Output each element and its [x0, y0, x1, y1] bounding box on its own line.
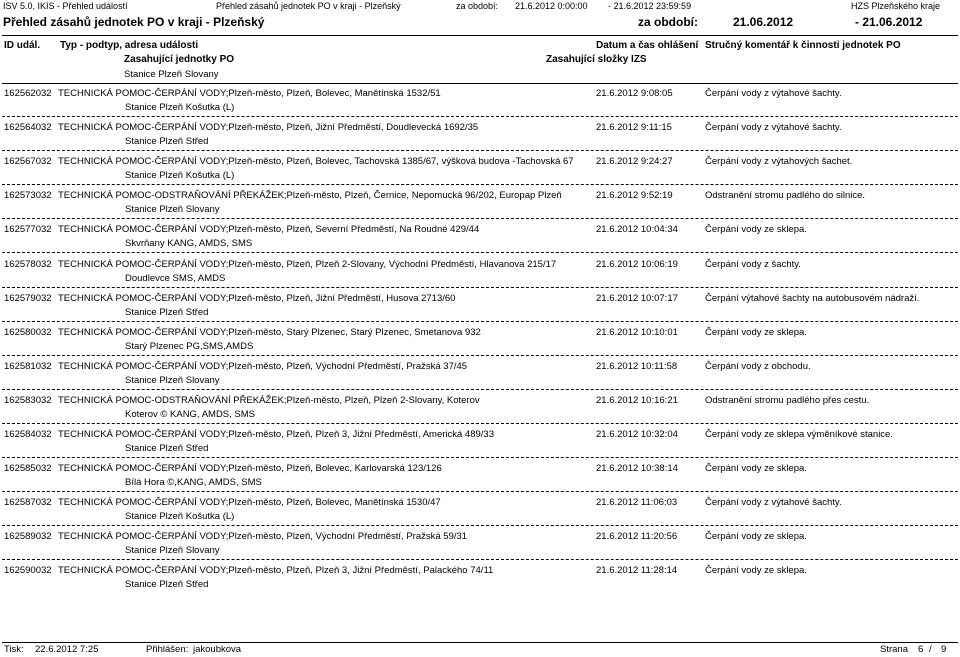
report-time: 21.6.2012 10:07:17: [596, 293, 678, 304]
record-separator: [2, 491, 958, 492]
report-time: 21.6.2012 9:52:19: [596, 190, 673, 201]
record-separator: [2, 116, 958, 117]
record-row: [0, 425, 960, 459]
responding-unit: Stanice Plzeň Slovany: [125, 375, 220, 386]
report-time: 21.6.2012 9:08:05: [596, 88, 673, 99]
activity-comment: Čerpání vody ze sklepa.: [705, 565, 807, 576]
report-name: Přehled zásahů jednotek PO v kraji - Plzeňský: [216, 1, 401, 11]
event-type-address: TECHNICKÁ POMOC-ČERPÁNÍ VODY;Plzeň-město, Plzeň, Plzeň 2-Slovany, Východní Předměstí, Hlavanova 215/17: [58, 259, 557, 270]
column-header: [0, 37, 960, 85]
report-time: 21.6.2012 10:04:34: [596, 224, 678, 235]
page-label: Strana: [880, 644, 908, 655]
activity-comment: Čerpání vody ze sklepa.: [705, 224, 807, 235]
record-separator: [2, 287, 958, 288]
event-id: 162585032: [4, 463, 52, 474]
event-type-address: TECHNICKÁ POMOC-ČERPÁNÍ VODY;Plzeň-město, Plzeň, Bolevec, Manětínská 1532/51: [58, 88, 441, 99]
period-to: - 21.6.2012 23:59:59: [608, 1, 692, 11]
report-title-bar: [0, 13, 960, 35]
responding-unit: Stanice Plzeň Košutka (L): [125, 170, 235, 181]
report-time: 21.6.2012 9:24:27: [596, 156, 673, 167]
record-row: [0, 391, 960, 425]
period-from: 21.6.2012 0:00:00: [515, 1, 588, 11]
record-row: [0, 493, 960, 527]
page-title: Přehled zásahů jednotek PO v kraji - Plzeňský: [3, 15, 265, 29]
report-time: 21.6.2012 11:28:14: [596, 565, 678, 576]
record-row: [0, 152, 960, 186]
event-id: 162573032: [4, 190, 52, 201]
print-label: Tisk:: [4, 644, 24, 655]
report-time: 21.6.2012 10:38:14: [596, 463, 678, 474]
header-id: ID udál.: [4, 40, 41, 51]
event-type-address: TECHNICKÁ POMOC-ČERPÁNÍ VODY;Plzeň-město, Plzeň, Plzeň 3, Jižní Předměstí, Palackého 74/11: [58, 565, 494, 576]
period-label: za období:: [456, 1, 499, 11]
report-time: 21.6.2012 11:06:03: [596, 497, 678, 508]
activity-comment: Čerpání vody ze sklepa výměníkové stanice.: [705, 429, 893, 440]
record-separator: [2, 423, 958, 424]
event-id: 162579032: [4, 293, 52, 304]
record-row: [0, 220, 960, 254]
event-id: 162581032: [4, 361, 52, 372]
event-type-address: TECHNICKÁ POMOC-ČERPÁNÍ VODY;Plzeň-město, Plzeň, Plzeň 3, Jižní Předměstí, Americká 489/33: [58, 429, 494, 440]
responding-unit: Doudlevce SMS, AMDS: [125, 273, 226, 284]
page-total: 9: [941, 644, 947, 655]
app-name: ISV 5.0, IKIS - Přehled událostí: [3, 1, 128, 11]
responding-unit: Stanice Plzeň Střed: [125, 579, 209, 590]
event-id: 162562032: [4, 88, 52, 99]
record-separator: [2, 218, 958, 219]
title-divider: [2, 35, 958, 36]
event-type-address: TECHNICKÁ POMOC-ČERPÁNÍ VODY;Plzeň-město, Plzeň, Bolevec, Karlovarská 123/126: [58, 463, 442, 474]
user-label: Přihlášen:: [146, 644, 189, 655]
activity-comment: Čerpání vody ze sklepa.: [705, 531, 807, 542]
event-type-address: TECHNICKÁ POMOC-ČERPÁNÍ VODY;Plzeň-město, Plzeň, Bolevec, Tachovská 1385/67, výšková budova -Tachovská 67: [58, 156, 574, 167]
report-time: 21.6.2012 10:32:04: [596, 429, 678, 440]
header-sample-unit: Stanice Plzeň Slovany: [124, 69, 219, 80]
event-type-address: TECHNICKÁ POMOC-ČERPÁNÍ VODY;Plzeň-město, Plzeň, Východní Předměstí, Pražská 59/31: [58, 531, 468, 542]
responding-unit: Stanice Plzeň Slovany: [125, 545, 220, 556]
event-id: 162567032: [4, 156, 52, 167]
header-units: Zasahující jednotky PO: [124, 54, 235, 65]
event-type-address: TECHNICKÁ POMOC-ČERPÁNÍ VODY;Plzeň-město, Plzeň, Jižní Předměstí, Husova 2713/60: [58, 293, 456, 304]
date-from: 21.06.2012: [733, 15, 794, 29]
responding-unit: Starý Plzenec PG,SMS,AMDS: [125, 341, 254, 352]
responding-unit: Stanice Plzeň Střed: [125, 443, 209, 454]
activity-comment: Čerpání vody ze sklepa.: [705, 327, 807, 338]
record-separator: [2, 184, 958, 185]
header-type: Typ - podtyp, adresa události: [60, 40, 199, 51]
report-time: 21.6.2012 9:11:15: [596, 122, 672, 133]
header-izs: Zasahující složky IZS: [546, 54, 647, 65]
activity-comment: Odstranění stromu padlého přes cestu.: [705, 395, 870, 406]
record-separator: [2, 150, 958, 151]
report-time: 21.6.2012 11:20:56: [596, 531, 678, 542]
activity-comment: Čerpání vody z obchodu.: [705, 361, 811, 372]
event-id: 162583032: [4, 395, 52, 406]
event-id: 162587032: [4, 497, 52, 508]
organization: HZS Plzeňského kraje: [851, 1, 941, 11]
event-type-address: TECHNICKÁ POMOC-ČERPÁNÍ VODY;Plzeň-město, Plzeň, Východní Předměstí, Pražská 37/45: [58, 361, 468, 372]
date-to: - 21.06.2012: [855, 15, 923, 29]
event-id: 162564032: [4, 122, 52, 133]
record-separator: [2, 525, 958, 526]
event-id: 162590032: [4, 565, 52, 576]
report-time: 21.6.2012 10:10:01: [596, 327, 678, 338]
record-row: [0, 323, 960, 357]
responding-unit: Stanice Plzeň Košutka (L): [125, 102, 235, 113]
event-type-address: TECHNICKÁ POMOC-ČERPÁNÍ VODY;Plzeň-město, Plzeň, Severní Předměstí, Na Roudné 429/44: [58, 224, 480, 235]
activity-comment: Čerpání výtahové šachty na autobusovém nádraží.: [705, 293, 920, 304]
responding-unit: Stanice Plzeň Košutka (L): [125, 511, 235, 522]
record-row: [0, 357, 960, 391]
report-time: 21.6.2012 10:11:58: [596, 361, 678, 372]
event-id: 162589032: [4, 531, 52, 542]
record-row: [0, 289, 960, 323]
event-id: 162577032: [4, 224, 52, 235]
activity-comment: Odstranění stromu padlého do silnice.: [705, 190, 866, 201]
event-type-address: TECHNICKÁ POMOC-ČERPÁNÍ VODY;Plzeň-město, Starý Plzenec, Starý Plzenec, Smetanova 932: [58, 327, 481, 338]
record-separator: [2, 389, 958, 390]
record-separator: [2, 321, 958, 322]
footer-divider: [2, 642, 958, 643]
event-type-address: TECHNICKÁ POMOC-ODSTRAŇOVÁNÍ PŘEKÁŽEK;Plzeň-město, Plzeň, Černice, Nepomucká 96/202, Europap Plzeň: [58, 190, 562, 201]
page-separator: /: [929, 644, 932, 655]
top-info-bar: [0, 0, 960, 13]
record-separator: [2, 559, 958, 560]
page-current: 6: [918, 644, 924, 655]
record-row: [0, 459, 960, 493]
event-type-address: TECHNICKÁ POMOC-ODSTRAŇOVÁNÍ PŘEKÁŽEK;Plzeň-město, Plzeň, Plzeň 2-Slovany, Koterov: [58, 395, 480, 406]
event-type-address: TECHNICKÁ POMOC-ČERPÁNÍ VODY;Plzeň-město, Plzeň, Bolevec, Manětínská 1530/47: [58, 497, 441, 508]
responding-unit: Stanice Plzeň Slovany: [125, 204, 220, 215]
responding-unit: Koterov © KANG, AMDS, SMS: [125, 409, 256, 420]
activity-comment: Čerpání vody z výtahové šachty.: [705, 122, 842, 133]
report-time: 21.6.2012 10:16:21: [596, 395, 678, 406]
record-separator: [2, 252, 958, 253]
record-row: [0, 186, 960, 220]
responding-unit: Stanice Plzeň Střed: [125, 307, 209, 318]
event-id: 162584032: [4, 429, 52, 440]
footer: [0, 643, 960, 657]
record-row: [0, 118, 960, 152]
record-row: [0, 527, 960, 561]
header-comment: Stručný komentář k činnosti jednotek PO: [705, 40, 901, 51]
activity-comment: Čerpání vody z výtahových šachet.: [705, 156, 853, 167]
report-time: 21.6.2012 10:06:19: [596, 259, 678, 270]
activity-comment: Čerpání vody ze sklepa.: [705, 463, 807, 474]
activity-comment: Čerpání vody z výtahové šachty.: [705, 497, 842, 508]
header-time: Datum a čas ohlášení: [596, 40, 699, 51]
record-row: [0, 84, 960, 118]
record-row: [0, 561, 960, 595]
activity-comment: Čerpání vody z šachty.: [705, 259, 801, 270]
record-separator: [2, 355, 958, 356]
responding-unit: Stanice Plzeň Střed: [125, 136, 209, 147]
responding-unit: Bílá Hora ©,KANG, AMDS, SMS: [125, 477, 262, 488]
period-label-bold: za období:: [638, 15, 698, 29]
record-separator: [2, 457, 958, 458]
responding-unit: Skvrňany KANG, AMDS, SMS: [125, 238, 253, 249]
event-id: 162580032: [4, 327, 52, 338]
activity-comment: Čerpání vody z výtahové šachty.: [705, 88, 842, 99]
user-name: jakoubkova: [193, 644, 242, 655]
event-type-address: TECHNICKÁ POMOC-ČERPÁNÍ VODY;Plzeň-město, Plzeň, Jižní Předměstí, Doudlevecká 1692/35: [58, 122, 479, 133]
print-date: 22.6.2012 7:25: [35, 644, 99, 655]
record-row: [0, 255, 960, 289]
event-id: 162578032: [4, 259, 52, 270]
